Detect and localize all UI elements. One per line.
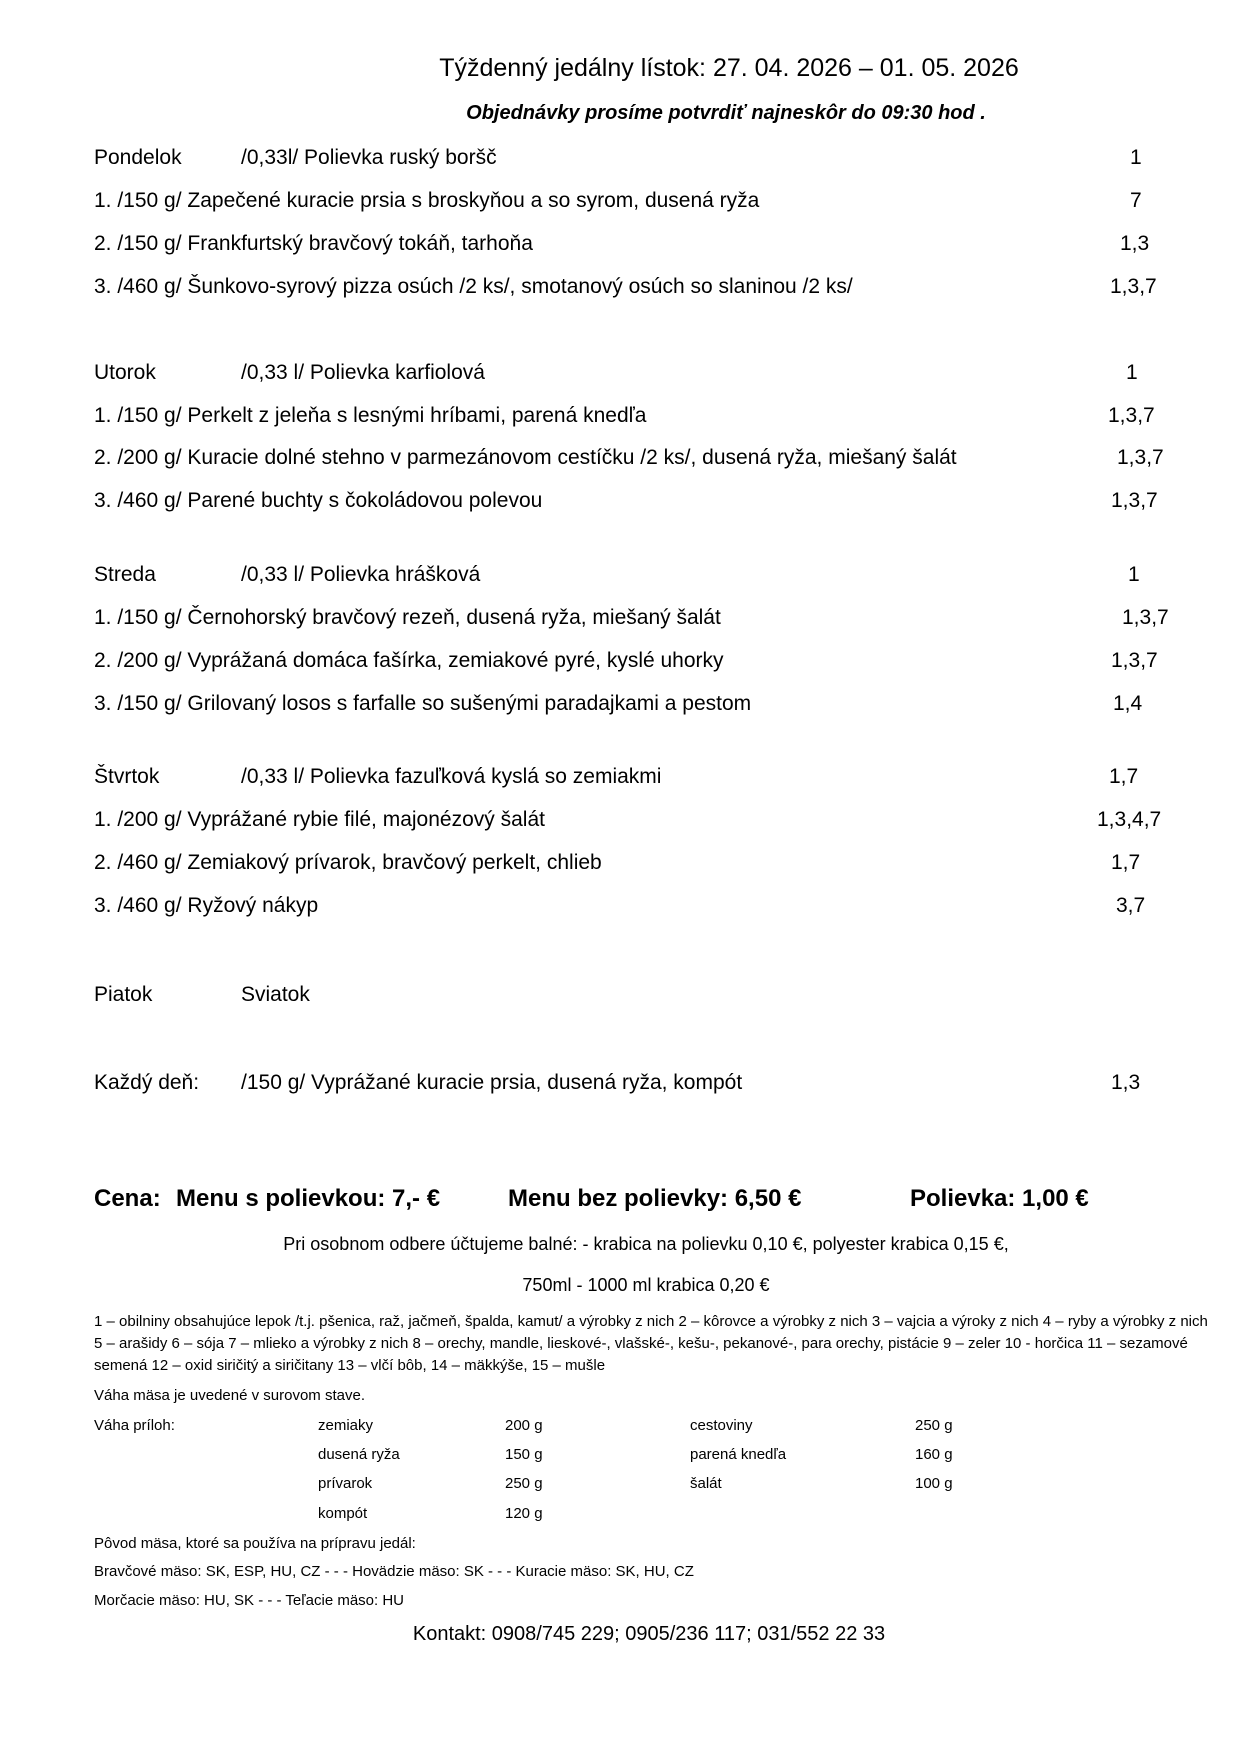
menu-item-text: 1. /150 g/ Perkelt z jeleňa s lesnými hríbami, parená knedľa <box>94 404 647 427</box>
meat-weight-note: Váha mäsa je uvedené v surovom stave. <box>94 1387 365 1404</box>
soup-text: /0,33 l/ Polievka karfiolová <box>241 361 485 384</box>
day-row-thursday-soup <box>0 765 1242 795</box>
menu-item-row <box>0 894 1242 924</box>
allergens: 1,3,7 <box>1108 404 1155 427</box>
menu-item-row <box>0 649 1242 679</box>
soup-text: /0,33l/ Polievka ruský boršč <box>241 146 497 169</box>
menu-item-row <box>0 692 1242 722</box>
day-row-monday-soup <box>0 146 1242 176</box>
allergens: 1,4 <box>1113 692 1143 715</box>
allergens-legend: 1 – obilniny obsahujúce lepok /t.j. pšenica, raž, jačmeň, špalda, kamut/ a výrobky z nich 2 – kôrovce a výrobky z nich 3 – vajcia a výroky z nich 4 – ryby a výrobky z nich 5 – arašidy 6 – sója 7 – mlieko a výrobky z nich 8 – orechy, mandle, lieskové-, vlašské-, kešu-, pekanové-, para orechy, pistácie 9 – zeler 10 - horčica 11 – sezamové semená 12 – oxid siričitý a siričitany 13 – vlčí bôb, 14 – mäkkýše, 15 – mušle <box>94 1313 1208 1374</box>
holiday-note: Sviatok <box>241 983 310 1006</box>
side-weight: 160 g <box>915 1446 953 1463</box>
sides-label: Váha príloh: <box>94 1417 175 1434</box>
menu-item-text: 2. /200 g/ Kuracie dolné stehno v parmezánovom cestíčku /2 ks/, dusená ryža, miešaný šalát <box>94 446 957 469</box>
everyday-label: Každý deň: <box>94 1071 200 1094</box>
day-row-wednesday-soup <box>0 563 1242 593</box>
side-weight: 200 g <box>505 1417 543 1434</box>
menu-item-row <box>0 404 1242 434</box>
day-name: Utorok <box>94 361 156 384</box>
menu-item-text: 3. /460 g/ Šunkovo-syrový pizza osúch /2 ks/, smotanový osúch so slaninou /2 ks/ <box>94 275 853 298</box>
allergens: 3,7 <box>1116 894 1146 917</box>
menu-item-row <box>0 232 1242 262</box>
allergens: 1,7 <box>1111 851 1141 874</box>
price-label: Cena: <box>94 1185 161 1212</box>
side-weight: 150 g <box>505 1446 543 1463</box>
side-name: prívarok <box>318 1475 373 1492</box>
day-row-friday <box>0 983 1242 1013</box>
order-deadline-note: Objednávky prosíme potvrdiť najneskôr do 09:30 hod . <box>466 102 986 124</box>
side-weight: 100 g <box>915 1475 953 1492</box>
meat-origin-line-1: Bravčové mäso: SK, ESP, HU, CZ - - - Hovädzie mäso: SK - - - Kuracie mäso: SK, HU, CZ <box>94 1563 694 1580</box>
side-name: šalát <box>690 1475 722 1492</box>
allergens: 1,3,7 <box>1111 649 1158 672</box>
meat-origin-line-2: Morčacie mäso: HU, SK - - - Teľacie mäso: HU <box>94 1592 405 1609</box>
allergens: 1 <box>1128 563 1140 586</box>
everyday-row <box>0 1071 1242 1101</box>
allergens: 1,3,7 <box>1117 446 1164 469</box>
menu-item-row <box>0 446 1242 476</box>
day-name: Štvrtok <box>94 765 160 788</box>
price-without-soup: Menu bez polievky: 6,50 € <box>508 1185 802 1212</box>
side-name: parená knedľa <box>690 1446 787 1463</box>
menu-item-row <box>0 808 1242 838</box>
allergens: 1,3 <box>1111 1071 1141 1094</box>
packaging-line-2: 750ml - 1000 ml krabica 0,20 € <box>522 1275 770 1295</box>
allergens: 1,3 <box>1120 232 1150 255</box>
menu-item-text: 2. /200 g/ Vyprážaná domáca fašírka, zemiakové pyré, kyslé uhorky <box>94 649 724 672</box>
menu-item-text: 2. /460 g/ Zemiakový prívarok, bravčový perkelt, chlieb <box>94 851 602 874</box>
menu-item-text: 2. /150 g/ Frankfurtský bravčový tokáň, tarhoňa <box>94 232 533 255</box>
menu-item-row <box>0 606 1242 636</box>
price-soup: Polievka: 1,00 € <box>910 1185 1089 1212</box>
menu-item-text: 3. /460 g/ Ryžový nákyp <box>94 894 319 917</box>
day-name: Pondelok <box>94 146 182 169</box>
soup-text: /0,33 l/ Polievka fazuľková kyslá so zemiakmi <box>241 765 662 788</box>
menu-item-text: 1. /200 g/ Vyprážané rybie filé, majonézový šalát <box>94 808 545 831</box>
menu-item-text: 1. /150 g/ Zapečené kuracie prsia s broskyňou a so syrom, dusená ryža <box>94 189 760 212</box>
menu-item-row <box>0 851 1242 881</box>
menu-item-row <box>0 489 1242 519</box>
allergens: 1,3,7 <box>1110 275 1157 298</box>
allergens: 1,3,7 <box>1111 489 1158 512</box>
packaging-line-1: Pri osobnom odbere účtujeme balné: - krabica na polievku 0,10 €, polyester krabica 0,15 €, <box>283 1234 1009 1254</box>
side-weight: 120 g <box>505 1505 543 1522</box>
menu-item-row <box>0 189 1242 219</box>
everyday-text: /150 g/ Vyprážané kuracie prsia, dusená ryža, kompót <box>241 1071 743 1094</box>
allergens: 1,3,4,7 <box>1097 808 1162 831</box>
meat-origin-title: Pôvod mäsa, ktoré sa používa na prípravu jedál: <box>94 1535 416 1552</box>
day-name: Streda <box>94 563 156 586</box>
day-name: Piatok <box>94 983 153 1006</box>
side-name: cestoviny <box>690 1417 753 1434</box>
allergens: 1 <box>1126 361 1138 384</box>
day-row-tuesday-soup <box>0 361 1242 391</box>
menu-item-text: 1. /150 g/ Černohorský bravčový rezeň, dusená ryža, miešaný šalát <box>94 606 721 629</box>
soup-text: /0,33 l/ Polievka hrášková <box>241 563 481 586</box>
allergens: 7 <box>1130 189 1142 212</box>
side-weight: 250 g <box>505 1475 543 1492</box>
price-with-soup: Menu s polievkou: 7,- € <box>176 1185 441 1212</box>
menu-item-row <box>0 275 1242 305</box>
page-title: Týždenný jedálny lístok: 27. 04. 2026 – 01. 05. 2026 <box>439 54 1019 82</box>
side-weight: 250 g <box>915 1417 953 1434</box>
side-name: zemiaky <box>318 1417 374 1434</box>
contact-info: Kontakt: 0908/745 229; 0905/236 117; 031/552 22 33 <box>412 1623 886 1645</box>
menu-item-text: 3. /460 g/ Parené buchty s čokoládovou polevou <box>94 489 543 512</box>
side-name: kompót <box>318 1505 368 1522</box>
side-name: dusená ryža <box>318 1446 400 1463</box>
allergens: 1,7 <box>1109 765 1139 788</box>
allergens: 1,3,7 <box>1122 606 1169 629</box>
menu-item-text: 3. /150 g/ Grilovaný losos s farfalle so sušenými paradajkami a pestom <box>94 692 752 715</box>
allergens: 1 <box>1130 146 1142 169</box>
